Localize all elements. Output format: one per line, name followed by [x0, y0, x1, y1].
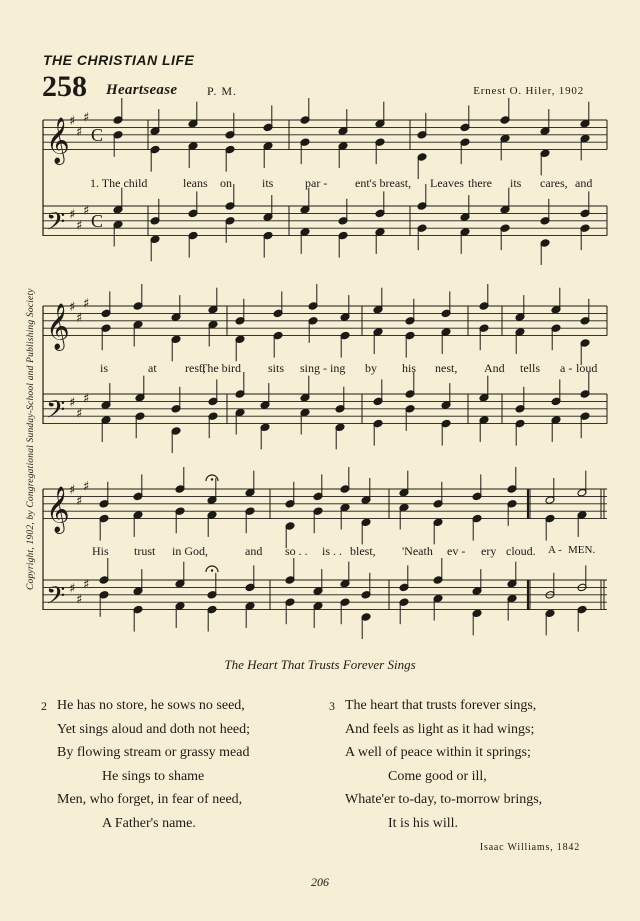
lyric-syllable: a - [560, 361, 573, 375]
copyright-notice: Copyright, 1902, by Congregational Sunday-School and Publishing Society [26, 288, 36, 590]
sharp-sign: ♯ [69, 300, 76, 315]
lyric-syllable: ev - [447, 544, 466, 558]
lyric-syllable: rest; [185, 361, 206, 375]
sharp-sign: ♯ [69, 483, 76, 498]
sharp-sign: ♯ [76, 406, 83, 422]
page-number: 206 [311, 875, 329, 889]
lyric-syllable: sing - [300, 361, 327, 375]
hymn-subtitle: The Heart That Trusts Forever Sings [224, 657, 416, 672]
bass-clef: 𝄢 [46, 207, 66, 243]
sharp-sign: ♯ [69, 581, 76, 597]
tune-name: Heartsease [106, 82, 178, 98]
sharp-sign: ♯ [69, 114, 76, 129]
stanza-line: It is his will. [388, 815, 459, 831]
lyric-syllable: cares, [540, 176, 568, 190]
stanza-line: He has no store, he sows no seed, [57, 698, 245, 713]
sharp-sign: ♯ [76, 592, 83, 608]
hymn-number: 258 [42, 70, 87, 103]
lyric-syllable: and [575, 176, 593, 190]
stanza-line: Men, who forget, in fear of need, [57, 792, 243, 807]
lyric-syllable: its [510, 176, 522, 190]
system3-lyrics [0, 544, 640, 560]
lyric-syllable: on [220, 176, 232, 190]
lyric-syllable: A - [548, 544, 562, 556]
lyric-syllable: nest, [435, 361, 458, 375]
stanza-line: A well of peace within it springs; [345, 745, 531, 760]
lyric-syllable: at [148, 361, 157, 375]
sharp-sign: ♯ [76, 218, 83, 234]
lyric-syllable: is . . [322, 544, 343, 558]
stanza-line: He sings to shame [102, 768, 205, 784]
lyric-syllable: sits [268, 361, 285, 375]
common-time: C [91, 124, 104, 145]
lyric-syllable: ery [481, 544, 497, 558]
meter: P. M. [207, 84, 238, 98]
author-credit: Isaac Williams, 1842 [479, 842, 580, 853]
stanza-line: By flowing stream or grassy mead [57, 745, 250, 760]
lyric-syllable: The bird [200, 361, 241, 375]
lyric-syllable: its [262, 176, 274, 190]
lyric-syllable: Leaves [430, 176, 464, 190]
lyric-syllable: his [402, 361, 417, 375]
sharp-sign: ♯ [83, 296, 90, 312]
lyric-syllable: and [245, 544, 263, 558]
lyric-syllable: in God, [172, 544, 208, 558]
treble-clef: 𝄞 [46, 486, 70, 533]
stanza-line: Yet sings aloud and doth not heed; [57, 721, 251, 737]
stanza-number: 3 [329, 699, 335, 713]
sharp-sign: ♯ [83, 391, 90, 407]
lyric-syllable: leans [183, 176, 208, 190]
lyric-syllable: And [484, 361, 505, 375]
fermata-dot [211, 569, 213, 571]
sharp-sign: ♯ [76, 125, 83, 141]
lyric-syllable: so . . [285, 544, 308, 558]
treble-clef: 𝄞 [46, 117, 70, 164]
sharp-sign: ♯ [76, 311, 83, 327]
sharp-sign: ♯ [83, 203, 90, 219]
lyric-syllable: cloud. [506, 544, 536, 558]
sharp-sign: ♯ [69, 207, 76, 223]
lyric-syllable: MEN. [568, 544, 596, 556]
sharp-sign: ♯ [83, 110, 90, 126]
lyric-syllable: tells [520, 361, 540, 375]
lyric-syllable: by [365, 361, 377, 375]
composer-credit: Ernest O. Hiler, 1902 [473, 85, 584, 97]
stanza-3 [329, 694, 543, 835]
stanza-line: The heart that trusts forever sings, [345, 698, 537, 713]
stanza-number: 2 [41, 699, 47, 713]
bass-clef: 𝄢 [46, 581, 66, 617]
sharp-sign: ♯ [83, 479, 90, 495]
stanza-line: And feels as light as it had wings; [345, 721, 535, 737]
system2-lyrics [0, 361, 640, 377]
section-title: THE CHRISTIAN LIFE [43, 52, 195, 68]
lyric-syllable: His [92, 544, 109, 558]
stanza-line: A Father's name. [102, 815, 196, 831]
lyric-syllable: trust [134, 544, 156, 558]
lyric-syllable: 1. The child [90, 176, 148, 190]
sharp-sign: ♯ [76, 494, 83, 510]
lyric-syllable: ing [330, 361, 346, 375]
lyric-syllable: loud [576, 361, 598, 375]
treble-clef: 𝄞 [46, 303, 70, 350]
common-time: C [91, 210, 104, 231]
lyric-syllable: blest, [350, 544, 376, 558]
system1-lyrics [0, 176, 640, 192]
sharp-sign: ♯ [69, 395, 76, 411]
lyric-syllable: ent's breast, [355, 176, 412, 190]
lyric-syllable: 'Neath [402, 544, 433, 558]
sharp-sign: ♯ [83, 577, 90, 593]
lyric-syllable: is [100, 361, 109, 375]
lyric-syllable: par - [305, 176, 328, 190]
stanza-2 [41, 694, 251, 835]
stanza-line: Whate'er to-day, to-morrow brings, [345, 792, 543, 807]
stanza-line: Come good or ill, [388, 768, 487, 784]
fermata-dot [211, 478, 213, 480]
bass-clef: 𝄢 [46, 395, 66, 431]
lyric-syllable: there [468, 176, 492, 190]
